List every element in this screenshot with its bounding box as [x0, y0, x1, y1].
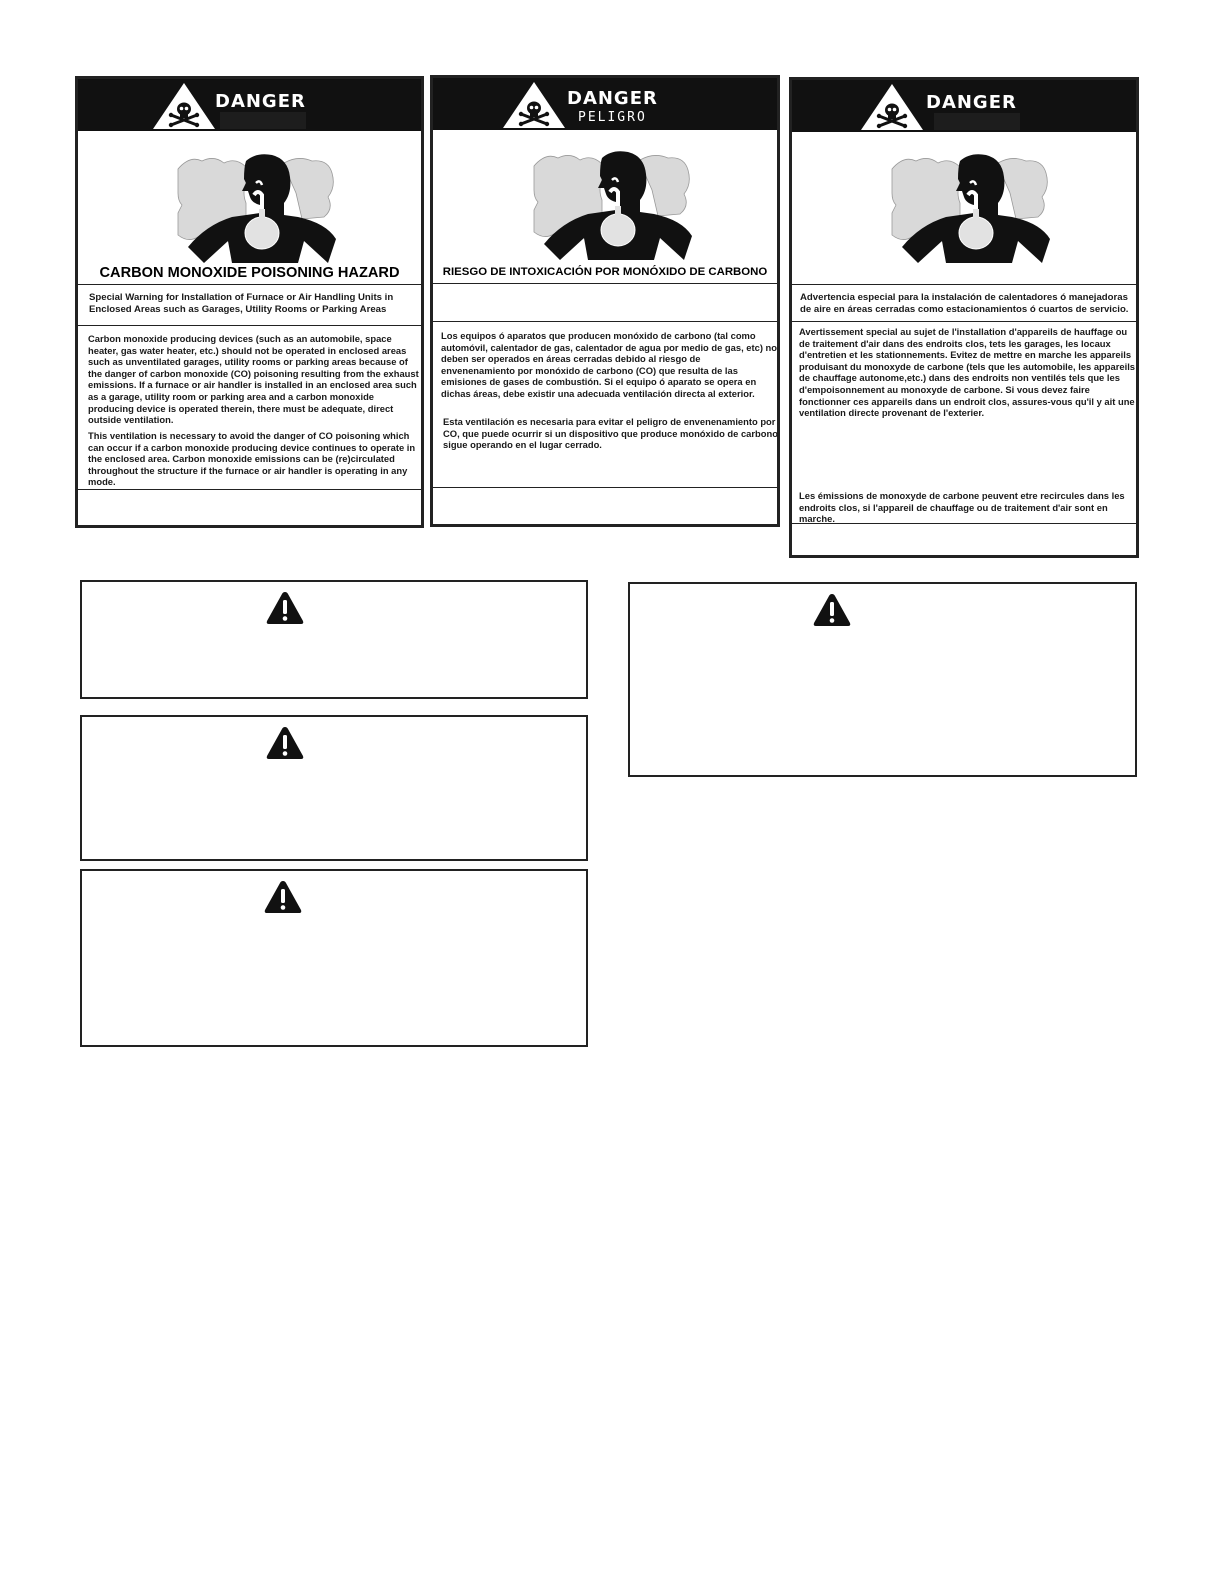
skull-crossbones-icon: [502, 81, 566, 129]
warning-box: [80, 715, 588, 861]
warning-box: [80, 869, 588, 1047]
divider: [78, 284, 421, 285]
hazard-title: CARBON MONOXIDE POISONING HAZARD: [99, 265, 400, 281]
danger-word: DANGER: [215, 91, 306, 112]
divider: [433, 321, 777, 322]
special-warning-subheading: Special Warning for Installation of Furnace or Air Handling Units in Enclosed Areas such as Garages, Utility Rooms or Parking Areas: [89, 292, 394, 315]
hazard-title: RIESGO DE INTOXICACIÓN POR MONÓXIDO DE CARBONO: [442, 266, 768, 278]
danger-header: [78, 79, 421, 131]
divider: [792, 523, 1136, 524]
divider: [792, 321, 1136, 322]
danger-header: [792, 80, 1136, 132]
danger-word: DANGER: [567, 88, 658, 109]
inhalation-hazard-icon: [532, 150, 692, 260]
warning-box: [628, 582, 1137, 777]
divider: [792, 284, 1136, 285]
warning-box: [80, 580, 588, 699]
divider: [78, 489, 421, 490]
warning-triangle-icon: [265, 590, 305, 626]
special-warning-subheading: Advertencia especial para la instalación de calentadores ó manejadoras de aire en áreas cerradas como estacionamientos ó cuartos de servicio.: [800, 292, 1129, 315]
redacted-box: [934, 113, 1020, 130]
inhalation-hazard-icon: [176, 153, 336, 263]
warning-body-1: Los equipos ó aparatos que producen monóxido de carbono (tal como automóvil, calentador de gas, calentador de agua por medio de gas, etc) no deben ser operados en áreas cerradas debido al riesgo de envenenamiento por monóxido de carbono (CO) que resulta de las emisiones de gases de combustión. Si el equipo ó aparato se opera en dichas áreas, debe existir una adecuada ventilación directa al exterior.: [441, 330, 778, 399]
warning-triangle-icon: [263, 879, 303, 915]
danger-label-english: [75, 76, 424, 528]
inhalation-hazard-icon: [890, 153, 1050, 263]
warning-triangle-icon: [812, 592, 852, 628]
divider: [78, 325, 421, 326]
peligro-word: PELIGRO: [578, 110, 647, 125]
danger-word: DANGER: [926, 92, 1017, 113]
warning-body-1: Avertissement special au sujet de l'installation d'appareils de hauffage ou de traitement d'air dans des endroits clos, tets les garages, les locaux d'entretien et les stationnements. Evitez de mettre en marche les appareils produisant du monoxyde de carbone (tels que les automobile, les appareils de chauffage autonome,etc.) dans des endroits non ventilés tels que les d'empoisonnement au monoxyde de carbone. Si vous devez faire fonctionner ces appareils dans un endroit clos, assures-vous qu'il y ait une ventilation directe provenant de l'exterier.: [799, 326, 1136, 419]
skull-crossbones-icon: [152, 82, 216, 130]
divider: [433, 283, 777, 284]
warning-body-2: Les émissions de monoxyde de carbone peuvent etre recircules dans les endroits clos, si l'appareil de chauffage ou de traitement d'air sont en marche.: [799, 490, 1125, 525]
redacted-box: [220, 112, 306, 129]
danger-label-french: [789, 77, 1139, 558]
divider: [433, 487, 777, 488]
warning-body-2: This ventilation is necessary to avoid the danger of CO poisoning which can occur if a carbon monoxide producing device continues to operate in the enclosed area. Carbon monoxide emissions can be (re)circulated throughout the structure if the furnace or air handler is operating in any mode.: [88, 430, 416, 488]
danger-header: [433, 78, 777, 130]
skull-crossbones-icon: [860, 83, 924, 131]
danger-label-spanish: [430, 75, 780, 527]
warning-body-2: Esta ventilación es necesaria para evitar el peligro de envenenamiento por CO, que puede ocurrir si un dispositivo que produce monóxido de carbono sigue operando en el lugar cerrado.: [443, 416, 778, 451]
warning-body-1: Carbon monoxide producing devices (such as an automobile, space heater, gas water heater, etc.) should not be operated in enclosed areas such as unventilated garages, utility rooms or parking areas because of the danger of carbon monoxide (CO) poisoning resulting from the exhaust emissions. If a furnace or air handler is installed in an enclosed area such as a garage, utility room or parking area and a carbon monoxide producing device is operated therein, there must be adequate, direct outside ventilation.: [88, 333, 419, 426]
warning-triangle-icon: [265, 725, 305, 761]
